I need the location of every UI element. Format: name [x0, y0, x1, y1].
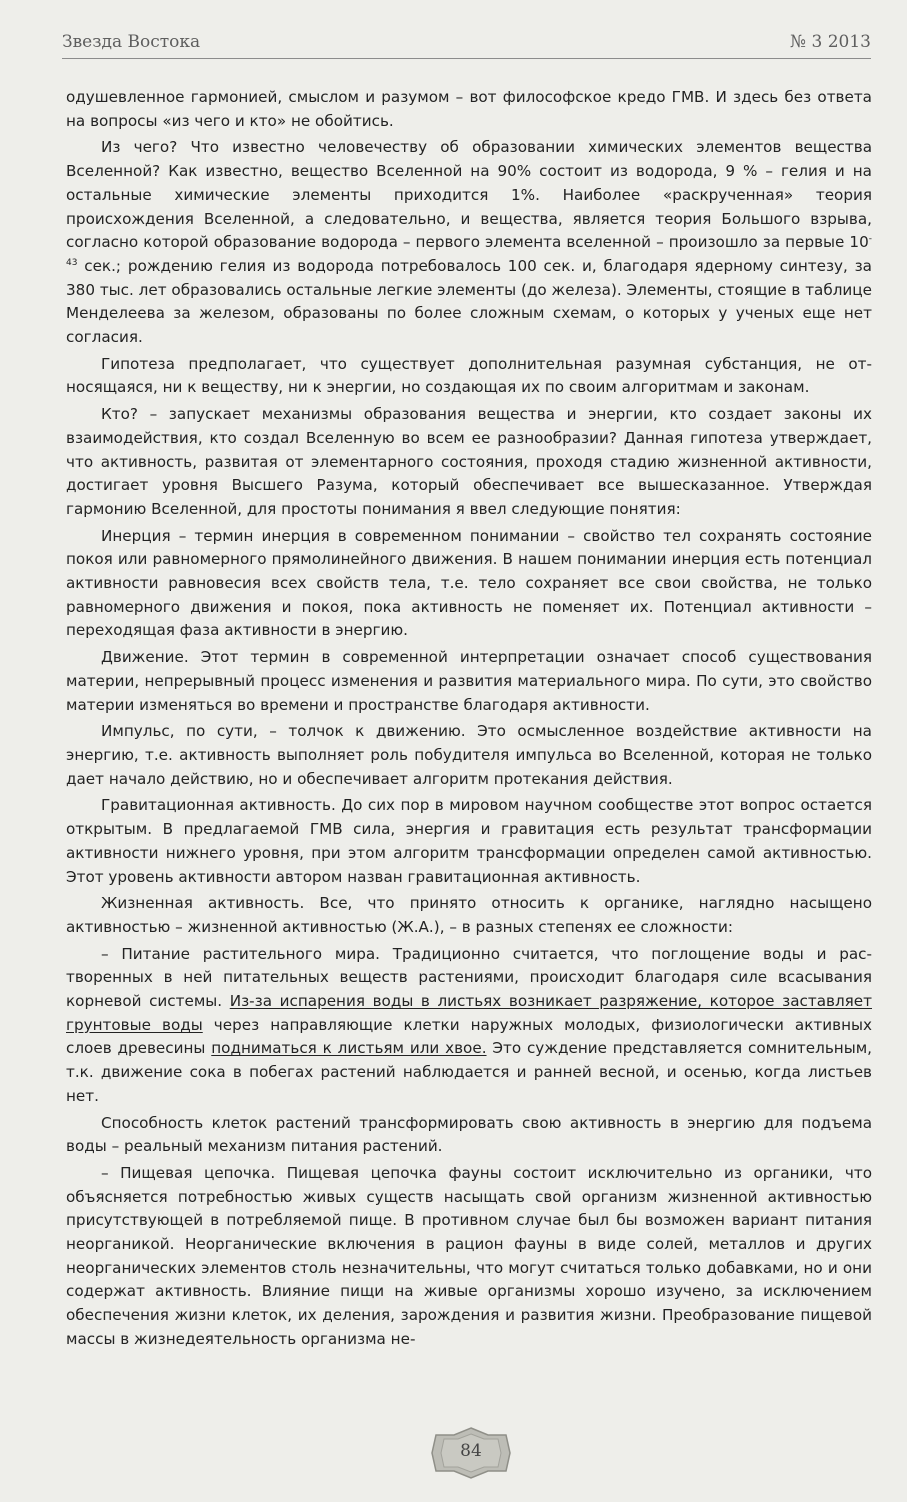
- paragraph-text: – Питание растительного мира. Традиционно считается, что поглощение воды и растворенных в ней питательных веществ растениями, происходит благодаря силе всасывания корневой системы.: [66, 944, 872, 1011]
- paragraph-text: Гравитационная активность. До сих пор в мировом научном сообществе этот вопрос остается открытым. В предлагаемой ГМВ сила, энергия и гравитация есть результат трансформации активности нижнего уровня, при этом алгоритм трансформации определен самой активностью. Этот уровень активности автором назван гравитационная активность.: [66, 796, 872, 886]
- paragraph-text: Инерция – термин инерция в современном понимании – свойство тел сохранять состояние покоя или равномерного прямолинейного движения. В нашем понимании инерция есть потенциал активности равновесия всех свойств тела, т.е. тело сохраняет все свои свойства, не только равномерного движения и покоя, пока активность не поменяет их. Потенциал активности – переходящая фаза активности в энергию.: [66, 526, 872, 640]
- page-number-badge: [426, 1426, 516, 1480]
- paragraph: [66, 353, 872, 400]
- paragraph-text: Из чего? Что известно человечеству об образовании химических элементов вещества Вселенной? Как известно, вещество Вселенной на 90% состоит из водорода, 9 % – гелия и на остальные химические элементы приходится 1%. Наиболее «раскрученная» теория происхождения Вселенной, а следовательно, и вещества, является теория Большого взрыва, согласно которой образование водорода – первого элемента вселенной – произошло за первые 10: [66, 138, 872, 252]
- paragraph-text: Кто? – запускает механизмы образования вещества и энергии, кто создает законы их взаимодействия, кто создал Вселенную во всем ее разнообразии? Данная гипотеза утверждает, что активность, развитая от элементарного состояния, проходя стадию жизненной активности, достигает уровня Высшего Разума, который обеспечивает все вышесказанное. Утверждая гармонию Вселенной, для простоты понимания я ввел следующие понятия:: [66, 405, 872, 518]
- paragraph-text: сек.; рождению гелия из водорода потребовалось 100 сек. и, благодаря ядерному синтезу, за 380 тыс. лет образовались остальные легкие элементы (до железа). Элементы, стоящие в таблице Менделеева за железом, образованы по более сложным схемам, о которых у ученых еще нет согласия.: [66, 256, 872, 347]
- paragraph-text: через направляющие клетки наружных молодых, физиологически активных слоев древесины: [66, 1015, 872, 1058]
- paragraph-text: Движение. Этот термин в современной интерпретации означает способ существования материи, непрерывный процесс изменения и развития материального мира. По сути, это свойство материи изменяться во времени и пространстве благодаря активности.: [66, 648, 872, 714]
- paragraph-text: Жизненная активность. Все, что принято относить к органике, наглядно насыщено активностью – жизненной активностью (Ж.А.), – в разных степенях ее сложности:: [66, 894, 872, 936]
- paragraph: [66, 892, 872, 939]
- paragraph-text: Гипотеза предполагает, что существует дополнительная разумная субстанция, не относящаяся, ни к веществу, ни к энергии, но создающая их по своим алгоритмам и законам.: [66, 354, 872, 397]
- article-body: [66, 86, 872, 1355]
- issue-number: № 3 2013: [790, 32, 871, 52]
- paragraph: [66, 943, 872, 1109]
- paragraph: [66, 136, 872, 349]
- exponent-superscript: -43: [66, 234, 872, 268]
- underlined-text: подниматься к листьям или хвое.: [211, 1039, 487, 1058]
- paragraph-text: одушевленное гармонией, смыслом и разумом – вот философское кредо ГМВ. И здесь без ответа на вопросы «из чего и кто» не обойтись.: [66, 88, 872, 130]
- paragraph-text: Импульс, по сути, – толчок к движению. Это осмысленное воздействие активности на энергию, т.е. активность выполняет роль побудителя импульса во Вселенной, которая не только дает начало действию, но и обеспечивает алгоритм протекания действия.: [66, 722, 872, 788]
- paragraph-text: Это суждение представляется сомнительным, т.к. движение сока в побегах растений наблюдается и ранней весной, и осенью, когда листьев нет.: [66, 1039, 872, 1105]
- journal-title: Звезда Востока: [62, 32, 201, 52]
- paragraph: [66, 720, 872, 791]
- running-header: [62, 30, 871, 59]
- paragraph: [66, 525, 872, 644]
- paragraph: [66, 646, 872, 717]
- paragraph: [66, 1162, 872, 1352]
- paragraph: [66, 86, 872, 133]
- paragraph: [66, 403, 872, 522]
- paragraph: [66, 1112, 872, 1159]
- paragraph-text: Способность клеток растений трансформировать свою активность в энергию для подъема воды – реальный механизм питания растений.: [66, 1113, 872, 1156]
- paragraph-text: – Пищевая цепочка. Пищевая цепочка фауны состоит исключительно из органики, что объясняется потребностью живых существ насыщать свой организм жизненной активностью присутствующей в потребляемой пище. В противном случае был бы возможен вариант питания неорганикой. Неорганические включения в рацион фауны в виде солей, металлов и других неорганических элементов столь незначительны, что могут считаться только добавками, но и они содержат активность. Влияние пищи на живые организмы хорошо изучено, за исключением обеспечения жизни клеток, их деления, зарождения и развития жизни. Преобразование пищевой массы в жизнедеятельность организма не-: [66, 1163, 872, 1348]
- paragraph: [66, 794, 872, 889]
- page-number: 84: [460, 1441, 482, 1461]
- underlined-text: Из-за испарения воды в листьях возникает разряжение, которое заставляет грунтовые воды: [66, 992, 872, 1034]
